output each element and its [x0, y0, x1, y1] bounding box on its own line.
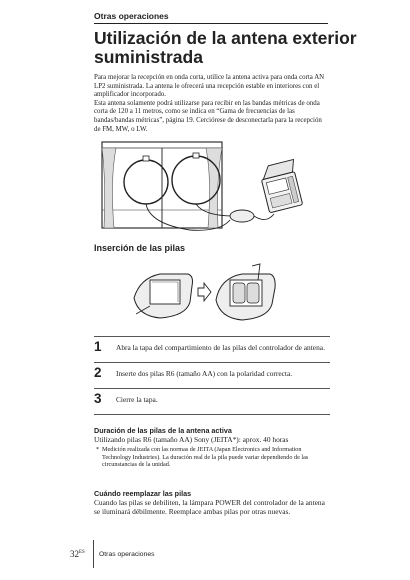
- page-title: Utilización de la antena exterior suministrada: [94, 28, 357, 67]
- step-1: [94, 336, 330, 362]
- page-language-suffix: ES: [79, 550, 85, 555]
- replace-batteries-heading: Cuándo reemplazar las pilas: [94, 489, 192, 498]
- section-label: Otras operaciones: [94, 11, 169, 21]
- step-number: 2: [94, 365, 102, 380]
- step-text: Abra la tapa del compartimiento de las pilas del controlador de antena.: [116, 343, 325, 352]
- step-2: [94, 362, 330, 388]
- page-number: [70, 549, 85, 559]
- step-text: Cierre la tapa.: [116, 395, 158, 404]
- replace-batteries-text: Cuando las pilas se debiliten, la lámpara POWER del controlador de la antena se iluminará débilmente. Reemplace ambas pilas por otras nuevas.: [94, 498, 325, 516]
- footnote-mark: *: [96, 446, 100, 453]
- step-3: [94, 388, 330, 415]
- page-number-value: 32: [70, 549, 79, 559]
- battery-insertion-illustration: [130, 262, 280, 324]
- step-text: Inserte dos pilas R6 (tamaño AA) con la polaridad correcta.: [116, 369, 293, 378]
- intro-paragraph: Para mejorar la recepción en onda corta, utilice la antena activa para onda corta AN LP2 suministrada. La antena le ofrecerá una recepción estable en interiores con el amplificador incorporado. Esta antena solamente podrá utilizarse para recibir en las bandas métricas de onda corta de 120 a 11 metros, como se indica en “Gama de frecuencias de las bandas/bandas métricas”, página 19. Cerciórese de desconectarla para la recepción de FM, MW, o LW.: [94, 74, 325, 133]
- footer-section-label: Otras operaciones: [99, 551, 155, 558]
- steps-list: [94, 336, 330, 415]
- battery-section-heading: Inserción de las pilas: [94, 243, 186, 253]
- battery-life-heading: Duración de las pilas de la antena activa: [94, 426, 232, 435]
- antenna-setup-illustration: [100, 140, 310, 236]
- step-number: 1: [94, 339, 102, 354]
- battery-life-text: Utilizando pilas R6 (tamaño AA) Sony (JEITA*): aprox. 40 horas: [94, 435, 289, 444]
- step-number: 3: [94, 391, 102, 406]
- footnote-text: Medición realizada con las normas de JEITA (Japan Electronics and Information Technology Industries). La duración real de la pila puede variar dependiendo de las circunstancias de la unidad.: [102, 446, 309, 469]
- footer-divider: [93, 540, 94, 568]
- top-rule: [94, 23, 328, 24]
